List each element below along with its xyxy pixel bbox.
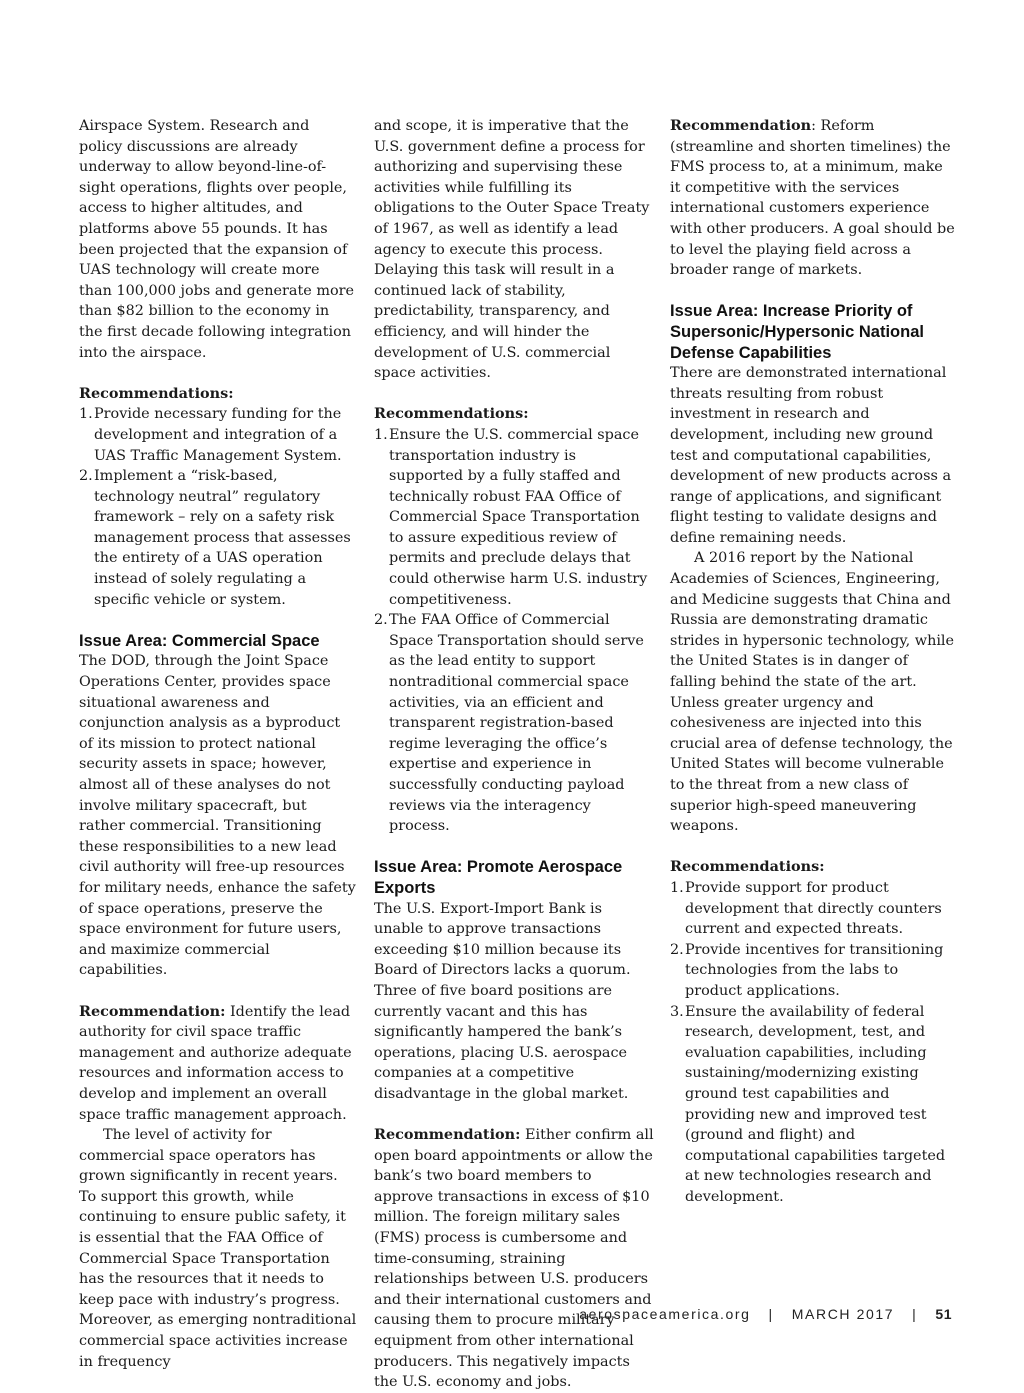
recommendation-label: Recommendation: — [374, 1126, 521, 1144]
column-2 — [374, 116, 654, 1393]
recommendations-heading: Recommendations: — [79, 384, 234, 402]
column-3 — [670, 116, 955, 1207]
body-paragraph: The U.S. Export-Import Bank is unable to approve transactions exceeding $10 million because its Board of Directors lacks a quorum. Three of five board positions are currently vacant and this has significantly hampered the bank’s operations, placing U.S. aerospace companies at a competitive disadvantage in the global market. — [374, 900, 631, 1102]
list-item: 1. Provide necessary funding for the development and integration of a UAS Traffic Management System. — [79, 406, 342, 464]
recommendations-list — [79, 404, 357, 610]
recommendation-paragraph: Recommendation: Identify the lead authority for civil space traffic management and authorize adequate resources and information access to develop and implement an overall space traffic management approach. — [79, 1002, 352, 1123]
body-paragraph: A 2016 report by the National Academies of Sciences, Engineering, and Medicine suggests that China and Russia are demonstrating dramatic strides in hypersonic technology, while the United States is in danger of falling behind the state of the art. Unless greater urgency and cohesiveness are injected into this crucial area of defense technology, the United States will become vulnerable to the threat from a new class of superior high-speed maneuvering weapons. — [670, 550, 955, 835]
list-item: 3. Ensure the availability of federal research, development, test, and evaluation capabilities, including sustaining/modernizing existing ground test capabilities and providing new and improved test (ground and flight) and computational capabilities targeted at new technologies research and development. — [670, 1003, 946, 1205]
body-paragraph: There are demonstrated international threats resulting from robust investment in research and development, including new ground test and computational capabilities, development of new products across a range of applications, and significant flight testing to validate designs and define remaining needs. — [670, 365, 952, 546]
list-item: 1. Provide support for product development that directly counters current and expected threats. — [670, 879, 942, 938]
footer-date: MARCH 2017 — [791, 1306, 895, 1322]
list-item: 2. The FAA Office of Commercial Space Transportation should serve as the lead entity to support nontraditional commercial space activities, via an efficient and transparent registration-based regime leveraging the office’s expertise and experience in successfully conducting payload reviews via the interagency process. — [374, 612, 644, 835]
recommendations-heading: Recommendations: — [374, 405, 529, 423]
page-footer — [579, 1306, 952, 1322]
list-item: 2. Implement a “risk-based, technology neutral” regulatory framework – rely on a safety risk management process that assesses the entirety of a UAS operation instead of solely regulating a specific vehicle or system. — [79, 468, 351, 608]
section-heading: Issue Area: Commercial Space — [79, 631, 320, 650]
body-paragraph: The DOD, through the Joint Space Operations Center, provides space situational awareness and conjunction analysis as a byproduct of its mission to protect national security assets in space; however, almost all of these analyses do not involve military spacecraft, but rather commercial. Transitioning these responsibilities to a new lead civil authority will free-up resources for military needs, enhance the safety of space operations, preserve the space environment for future users, and maximize commercial capabilities. — [79, 653, 356, 979]
body-paragraph: Airspace System. Research and policy discussions are already underway to allow beyond-line-of-sight operations, flights over people, access to higher altitudes, and platforms above 55 pounds. It has been projected that the expansion of UAS technology will create more than 100,000 jobs and generate more than $82 billion to the economy in the first decade following integration into the airspace. — [79, 118, 355, 361]
recommendation-paragraph: Recommendation: Either confirm all open board appointments or allow the bank’s two board members to approve transactions in excess of $10 million. The foreign military sales (FMS) process is cumbersome and time-consuming, straining relationships between U.S. producers and their international customers and causing them to procure military equipment from other international producers. This negatively impacts the U.S. economy and jobs. — [374, 1126, 654, 1391]
column-1 — [79, 116, 357, 1372]
body-paragraph: and scope, it is imperative that the U.S. government define a process for authorizing and supervising these activities while fulfilling its obligations to the Outer Space Treaty of 1967, as well as identify a lead agency to execute this process. Delaying this task will result in a continued lack of stability, predictability, transparency, and efficiency, and will hinder the development of U.S. commercial space activities. — [374, 118, 650, 382]
page-number: 51 — [935, 1306, 952, 1322]
recommendation-label: Recommendation: — [79, 1002, 226, 1020]
recommendation-paragraph: Recommendation: Reform (streamline and shorten timelines) the FMS process to, at a minimum, make it competitive with the services international customers experience with other producers. A goal should be to level the playing field across a broader range of markets. — [670, 117, 955, 279]
footer-website: aerospaceamerica.org — [579, 1306, 751, 1322]
section-heading: Issue Area: Increase Priority of Supersonic/Hypersonic National Defense Capabilities — [670, 302, 924, 362]
footer-separator: | — [768, 1306, 774, 1322]
list-item: 2. Provide incentives for transitioning technologies from the labs to product applications. — [670, 941, 944, 999]
recommendation-label: Recommendation — [670, 117, 812, 134]
recommendations-list — [374, 425, 654, 837]
recommendations-list — [670, 878, 955, 1208]
footer-separator: | — [912, 1306, 918, 1322]
recommendations-heading: Recommendations: — [670, 858, 825, 876]
section-heading: Issue Area: Promote Aerospace Exports — [374, 858, 623, 897]
list-item: 1. Ensure the U.S. commercial space transportation industry is supported by a fully staffed and technically robust FAA Office of Commercial Space Transportation to assure expeditious review of permits and preclude delays that could otherwise harm U.S. industry competitiveness. — [374, 426, 648, 608]
body-paragraph: The level of activity for commercial space operators has grown significantly in recent years. To support this growth, while continuing to ensure public safety, it is essential that the FAA Office of Commercial Space Transportation has the resources that it needs to keep pace with industry’s progress. Moreover, as emerging nontraditional commercial space activities increase in frequency — [79, 1127, 357, 1370]
